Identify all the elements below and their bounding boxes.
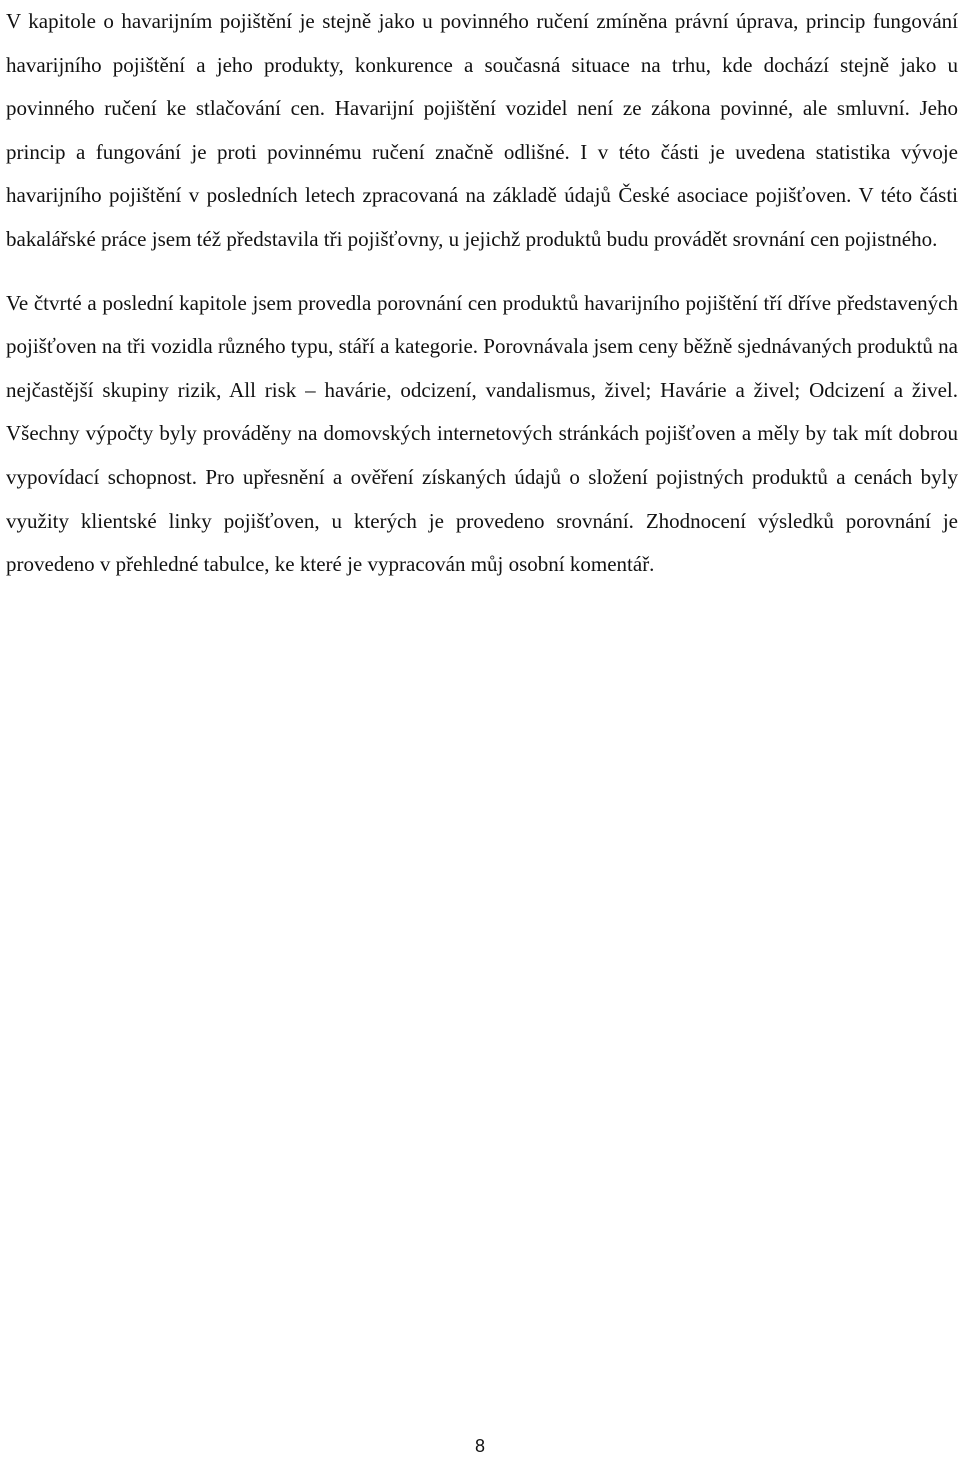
document-page	[6, 0, 958, 587]
page-number: 8	[474, 1436, 485, 1456]
paragraph-porovnani-cen: Ve čtvrté a poslední kapitole jsem provedla porovnání cen produktů havarijního pojištění tří dříve představených pojišťoven na tři vozidla různého typu, stáří a kategorie. Porovnávala jsem ceny běžně sjednávaných produktů na nejčastější skupiny rizik, All risk – havárie, odcizení, vandalismus, živel; Havárie a živel; Odcizení a živel. Všechny výpočty byly prováděny na domovských internetových stránkách pojišťoven a měly by tak mít dobrou vypovídací schopnost. Pro upřesnění a ověření získaných údajů o složení pojistných produktů a cenách byly využity klientské linky pojišťoven, u kterých je provedeno srovnání. Zhodnocení výsledků porovnání je provedeno v přehledné tabulce, ke které je vypracován můj osobní komentář.	[6, 290, 958, 577]
paragraph-havarijni-pojisteni: V kapitole o havarijním pojištění je stejně jako u povinného ručení zmíněna právní úprava, princip fungování havarijního pojištění a jeho produkty, konkurence a současná situace na trhu, kde dochází stejně jako u povinného ručení ke stlačování cen. Havarijní pojištění vozidel není ze zákona povinné, ale smluvní. Jeho princip a fungování je proti povinnému ručení značně odlišné. I v této části je uvedena statistika vývoje havarijního pojištění v posledních letech zpracovaná na základě údajů České asociace pojišťoven. V této části bakalářské práce jsem též představila tři pojišťovny, u jejichž produktů budu provádět srovnání cen pojistného.	[6, 9, 958, 251]
